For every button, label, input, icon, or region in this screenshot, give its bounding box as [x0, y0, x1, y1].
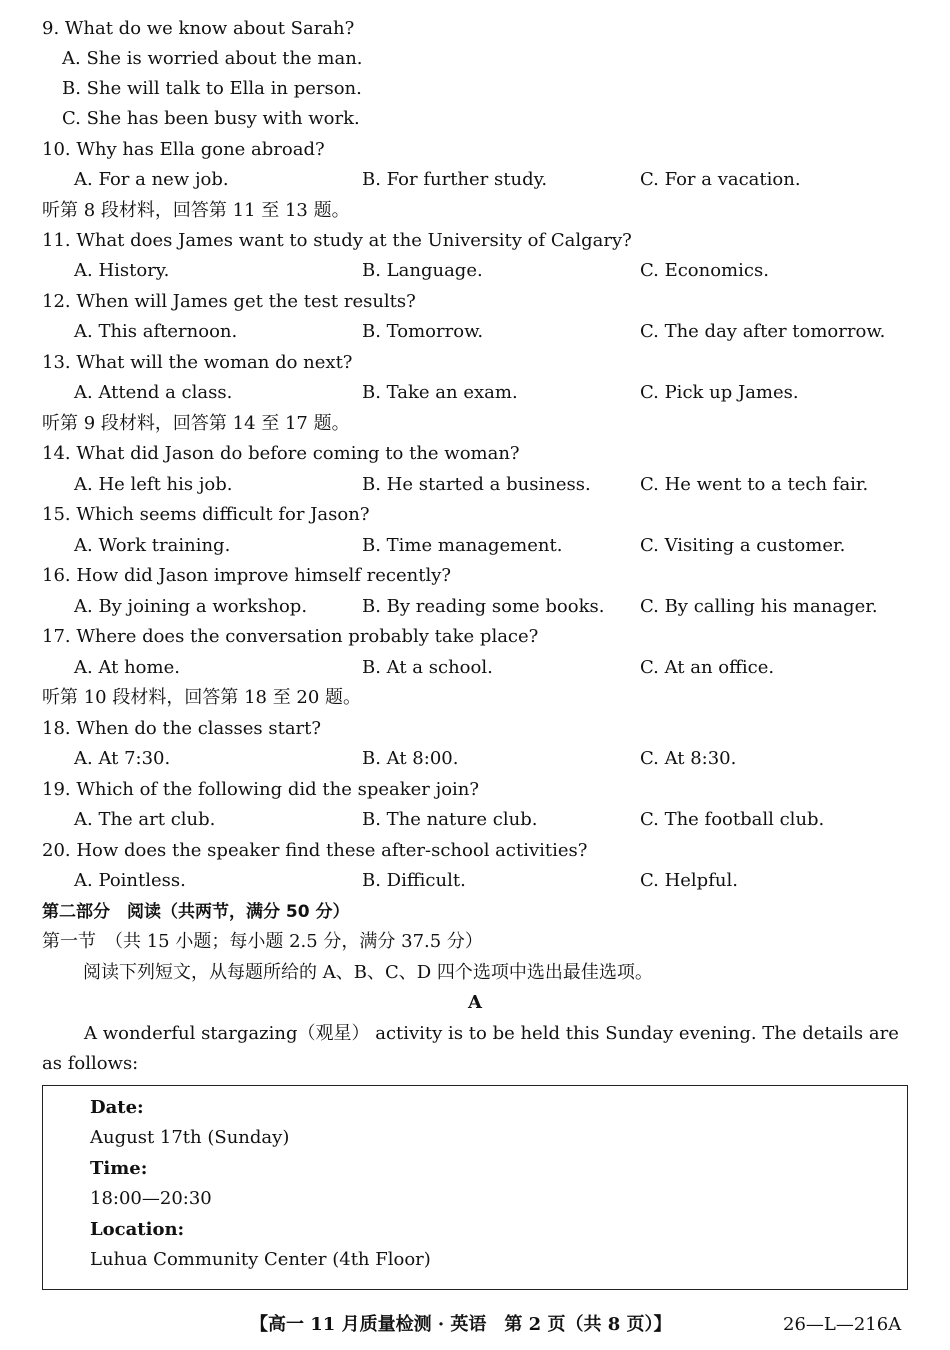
option-a: A. By joining a workshop.	[74, 596, 308, 617]
option-b: B. For further study.	[362, 169, 548, 190]
option-c: C. Visiting a customer.	[640, 535, 846, 556]
question-19: 19. Which of the following did the speaker join?	[42, 779, 480, 800]
section-8-instruction: 听第 8 段材料，回答第 11 至 13 题。	[42, 200, 350, 221]
question-20: 20. How does the speaker find these after-school activities?	[42, 840, 588, 861]
question-12: 12. When will James get the test results?	[42, 291, 416, 312]
option-c: C. Pick up James.	[640, 382, 799, 403]
passage-intro-line-2: as follows:	[42, 1053, 139, 1074]
option-b: B. Difficult.	[362, 870, 466, 891]
exam-code: 26—L—216A	[783, 1314, 902, 1335]
option-c: C. Helpful.	[640, 870, 738, 891]
question-15: 15. Which seems difficult for Jason?	[42, 504, 370, 525]
section-9-instruction: 听第 9 段材料，回答第 14 至 17 题。	[42, 413, 350, 434]
question-18-options	[42, 744, 902, 774]
section-1-heading: 第一节 （共 15 小题；每小题 2.5 分，满分 37.5 分）	[42, 931, 483, 952]
question-13-options	[42, 378, 902, 408]
question-9-option-b: B. She will talk to Ella in person.	[62, 78, 362, 99]
question-12-options	[42, 317, 902, 347]
question-17-options	[42, 653, 902, 683]
question-14: 14. What did Jason do before coming to the woman?	[42, 443, 520, 464]
option-b: B. Language.	[362, 260, 483, 281]
question-10-options	[42, 165, 902, 195]
option-a: A. For a new job.	[74, 169, 229, 190]
question-14-options	[42, 470, 902, 500]
reading-direction: 阅读下列短文，从每题所给的 A、B、C、D 四个选项中选出最佳选项。	[83, 962, 653, 983]
question-11: 11. What does James want to study at the University of Calgary?	[42, 230, 632, 251]
passage-letter: A	[468, 992, 482, 1013]
option-a: A. At 7:30.	[74, 748, 171, 769]
page-footer: 【高一 11 月质量检测 · 英语 第 2 页（共 8 页）】	[250, 1314, 672, 1335]
question-16: 16. How did Jason improve himself recently?	[42, 565, 452, 586]
option-c: C. The football club.	[640, 809, 825, 830]
option-a: A. He left his job.	[74, 474, 233, 495]
option-c: C. Economics.	[640, 260, 769, 281]
question-11-options	[42, 256, 902, 286]
question-17: 17. Where does the conversation probably take place?	[42, 626, 539, 647]
time-value: 18:00—20:30	[90, 1188, 212, 1209]
event-details-box	[42, 1085, 908, 1290]
option-a: A. This afternoon.	[74, 321, 238, 342]
question-9-option-a: A. She is worried about the man.	[62, 48, 363, 69]
option-c: C. By calling his manager.	[640, 596, 878, 617]
option-c: C. At an office.	[640, 657, 775, 678]
option-c: C. The day after tomorrow.	[640, 321, 886, 342]
part-2-heading: 第二部分 阅读（共两节，满分 50 分）	[42, 902, 350, 922]
question-15-options	[42, 531, 902, 561]
passage-intro-line-1: A wonderful stargazing（观星） activity is to be held this Sunday evening. The details are	[84, 1023, 899, 1044]
option-c: C. He went to a tech fair.	[640, 474, 869, 495]
option-b: B. Tomorrow.	[362, 321, 484, 342]
location-value: Luhua Community Center (4th Floor)	[90, 1249, 431, 1270]
date-label: Date:	[90, 1097, 144, 1118]
question-9: 9. What do we know about Sarah?	[42, 18, 355, 39]
location-label: Location:	[90, 1219, 185, 1240]
question-19-options	[42, 805, 902, 835]
question-18: 18. When do the classes start?	[42, 718, 322, 739]
option-c: C. At 8:30.	[640, 748, 737, 769]
time-label: Time:	[90, 1158, 148, 1179]
date-value: August 17th (Sunday)	[90, 1127, 290, 1148]
option-b: B. Time management.	[362, 535, 563, 556]
option-b: B. At a school.	[362, 657, 493, 678]
section-10-instruction: 听第 10 段材料，回答第 18 至 20 题。	[42, 687, 362, 708]
option-a: A. Attend a class.	[74, 382, 233, 403]
option-b: B. At 8:00.	[362, 748, 459, 769]
option-a: A. History.	[74, 260, 170, 281]
question-20-options	[42, 866, 902, 896]
question-9-option-c: C. She has been busy with work.	[62, 108, 360, 129]
option-c: C. For a vacation.	[640, 169, 801, 190]
option-a: A. Work training.	[74, 535, 231, 556]
option-b: B. The nature club.	[362, 809, 538, 830]
option-b: B. Take an exam.	[362, 382, 518, 403]
option-b: B. By reading some books.	[362, 596, 605, 617]
question-13: 13. What will the woman do next?	[42, 352, 353, 373]
option-a: A. At home.	[74, 657, 180, 678]
option-a: A. Pointless.	[74, 870, 186, 891]
option-a: A. The art club.	[74, 809, 216, 830]
option-b: B. He started a business.	[362, 474, 591, 495]
question-16-options	[42, 592, 902, 622]
question-10: 10. Why has Ella gone abroad?	[42, 139, 325, 160]
